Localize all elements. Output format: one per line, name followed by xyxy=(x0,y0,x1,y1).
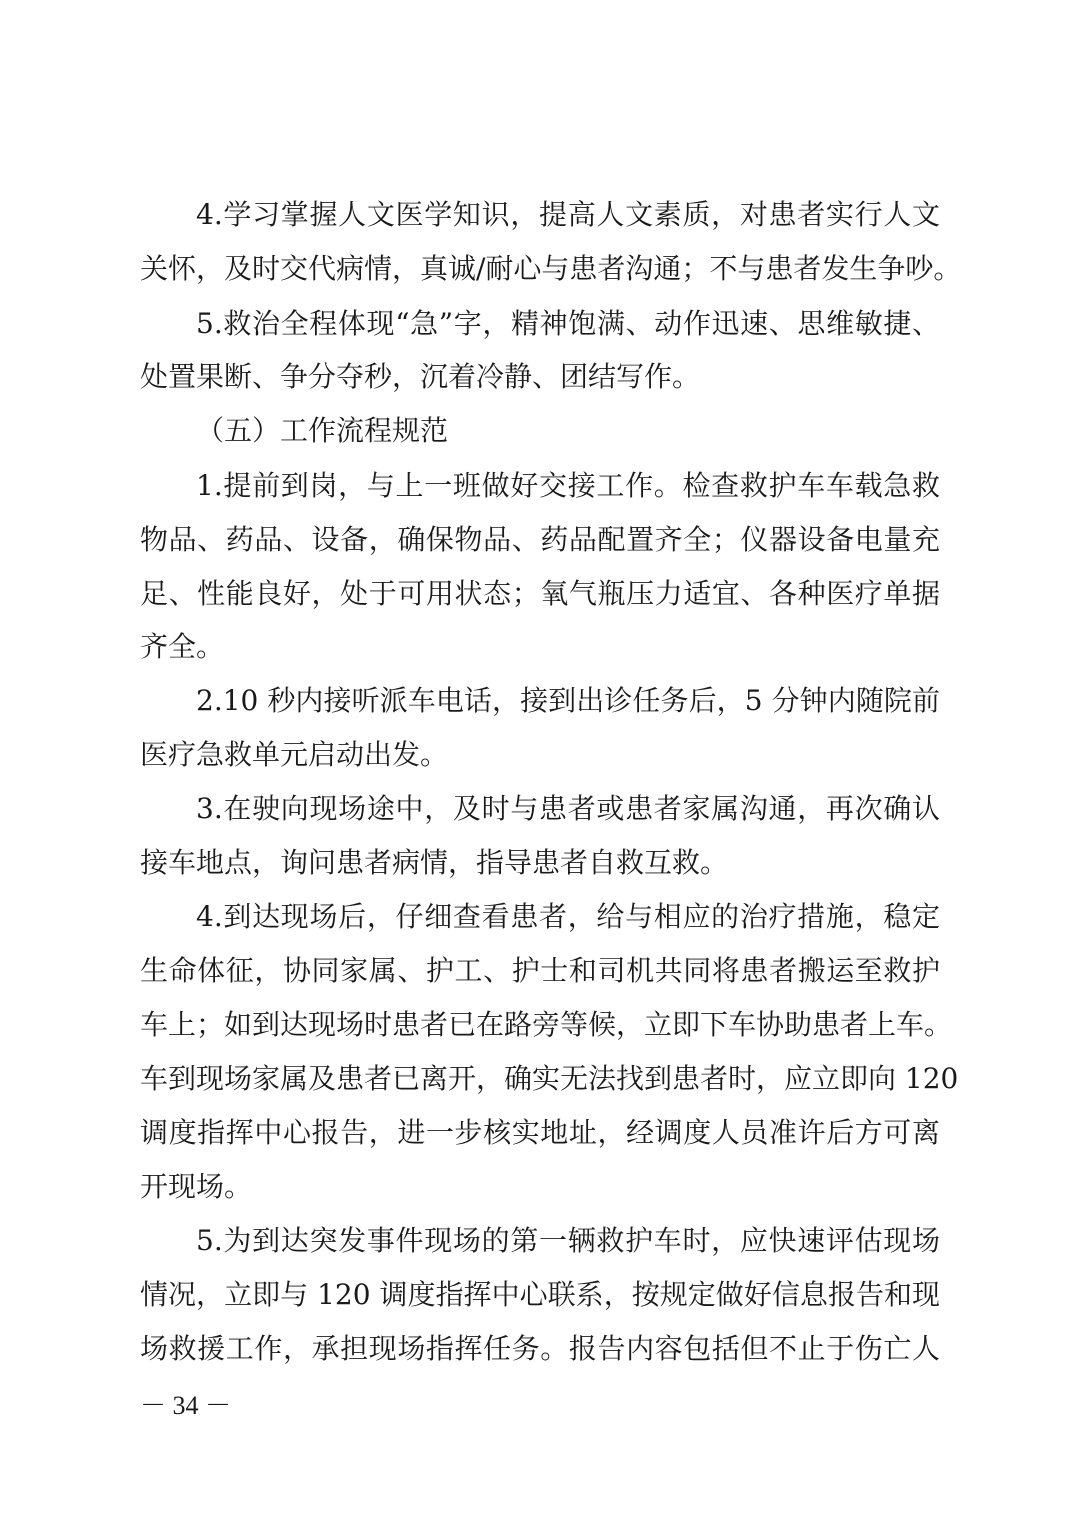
paragraph-line: 开现场。 xyxy=(140,1170,253,1203)
section-heading: （五）工作流程规范 xyxy=(196,414,449,447)
paragraph-line: 4.到达现场后，仔细查看患者，给与相应的治疗措施，稳定 xyxy=(196,900,940,933)
paragraph-line: 生命体征，协同家属、护工、护士和司机共同将患者搬运至救护 xyxy=(140,954,940,987)
paragraph-line: 车上；如到达现场时患者已在路旁等候，立即下车协助患者上车。 xyxy=(140,1008,953,1041)
paragraph-line: 5.为到达突发事件现场的第一辆救护车时，应快速评估现场 xyxy=(196,1224,940,1257)
paragraph-line: 2.10 秒内接听派车电话，接到出诊任务后，5 分钟内随院前 xyxy=(196,684,940,717)
paragraph-line: 关怀，及时交代病情，真诚/耐心与患者沟通；不与患者发生争吵。 xyxy=(140,252,962,285)
paragraph-line: 物品、药品、设备，确保物品、药品配置齐全；仪器设备电量充 xyxy=(140,523,940,556)
paragraph-line: 调度指挥中心报告，进一步核实地址，经调度人员准许后方可离 xyxy=(140,1116,940,1149)
paragraph-line: 情况，立即与 120 调度指挥中心联系，按规定做好信息报告和现 xyxy=(140,1278,940,1311)
paragraph-line: 场救援工作，承担现场指挥任务。报告内容包括但不止于伤亡人 xyxy=(140,1332,940,1365)
paragraph-line: 足、性能良好，处于可用状态；氧气瓶压力适宜、各种医疗单据 xyxy=(140,577,940,610)
paragraph-line: 5.救治全程体现“急”字，精神饱满、动作迅速、思维敏捷、 xyxy=(196,307,940,340)
paragraph-line: 齐全。 xyxy=(140,630,225,663)
paragraph-line: 4.学习掌握人文医学知识，提高人文素质，对患者实行人文 xyxy=(196,198,940,231)
paragraph-line: 1.提前到岗，与上一班做好交接工作。检查救护车车载急救 xyxy=(196,469,940,502)
paragraph-line: 车到现场家属及患者已离开，确实无法找到患者时，应立即向 120 xyxy=(140,1062,959,1095)
paragraph-line: 接车地点，询问患者病情，指导患者自救互救。 xyxy=(140,846,729,879)
paragraph-line: 医疗急救单元启动出发。 xyxy=(140,738,449,771)
page-number: － 34 － xyxy=(140,1391,232,1420)
paragraph-line: 3.在驶向现场途中，及时与患者或患者家属沟通，再次确认 xyxy=(196,792,940,825)
paragraph-line: 处置果断、争分夺秒，沉着冷静、团结写作。 xyxy=(140,360,701,393)
